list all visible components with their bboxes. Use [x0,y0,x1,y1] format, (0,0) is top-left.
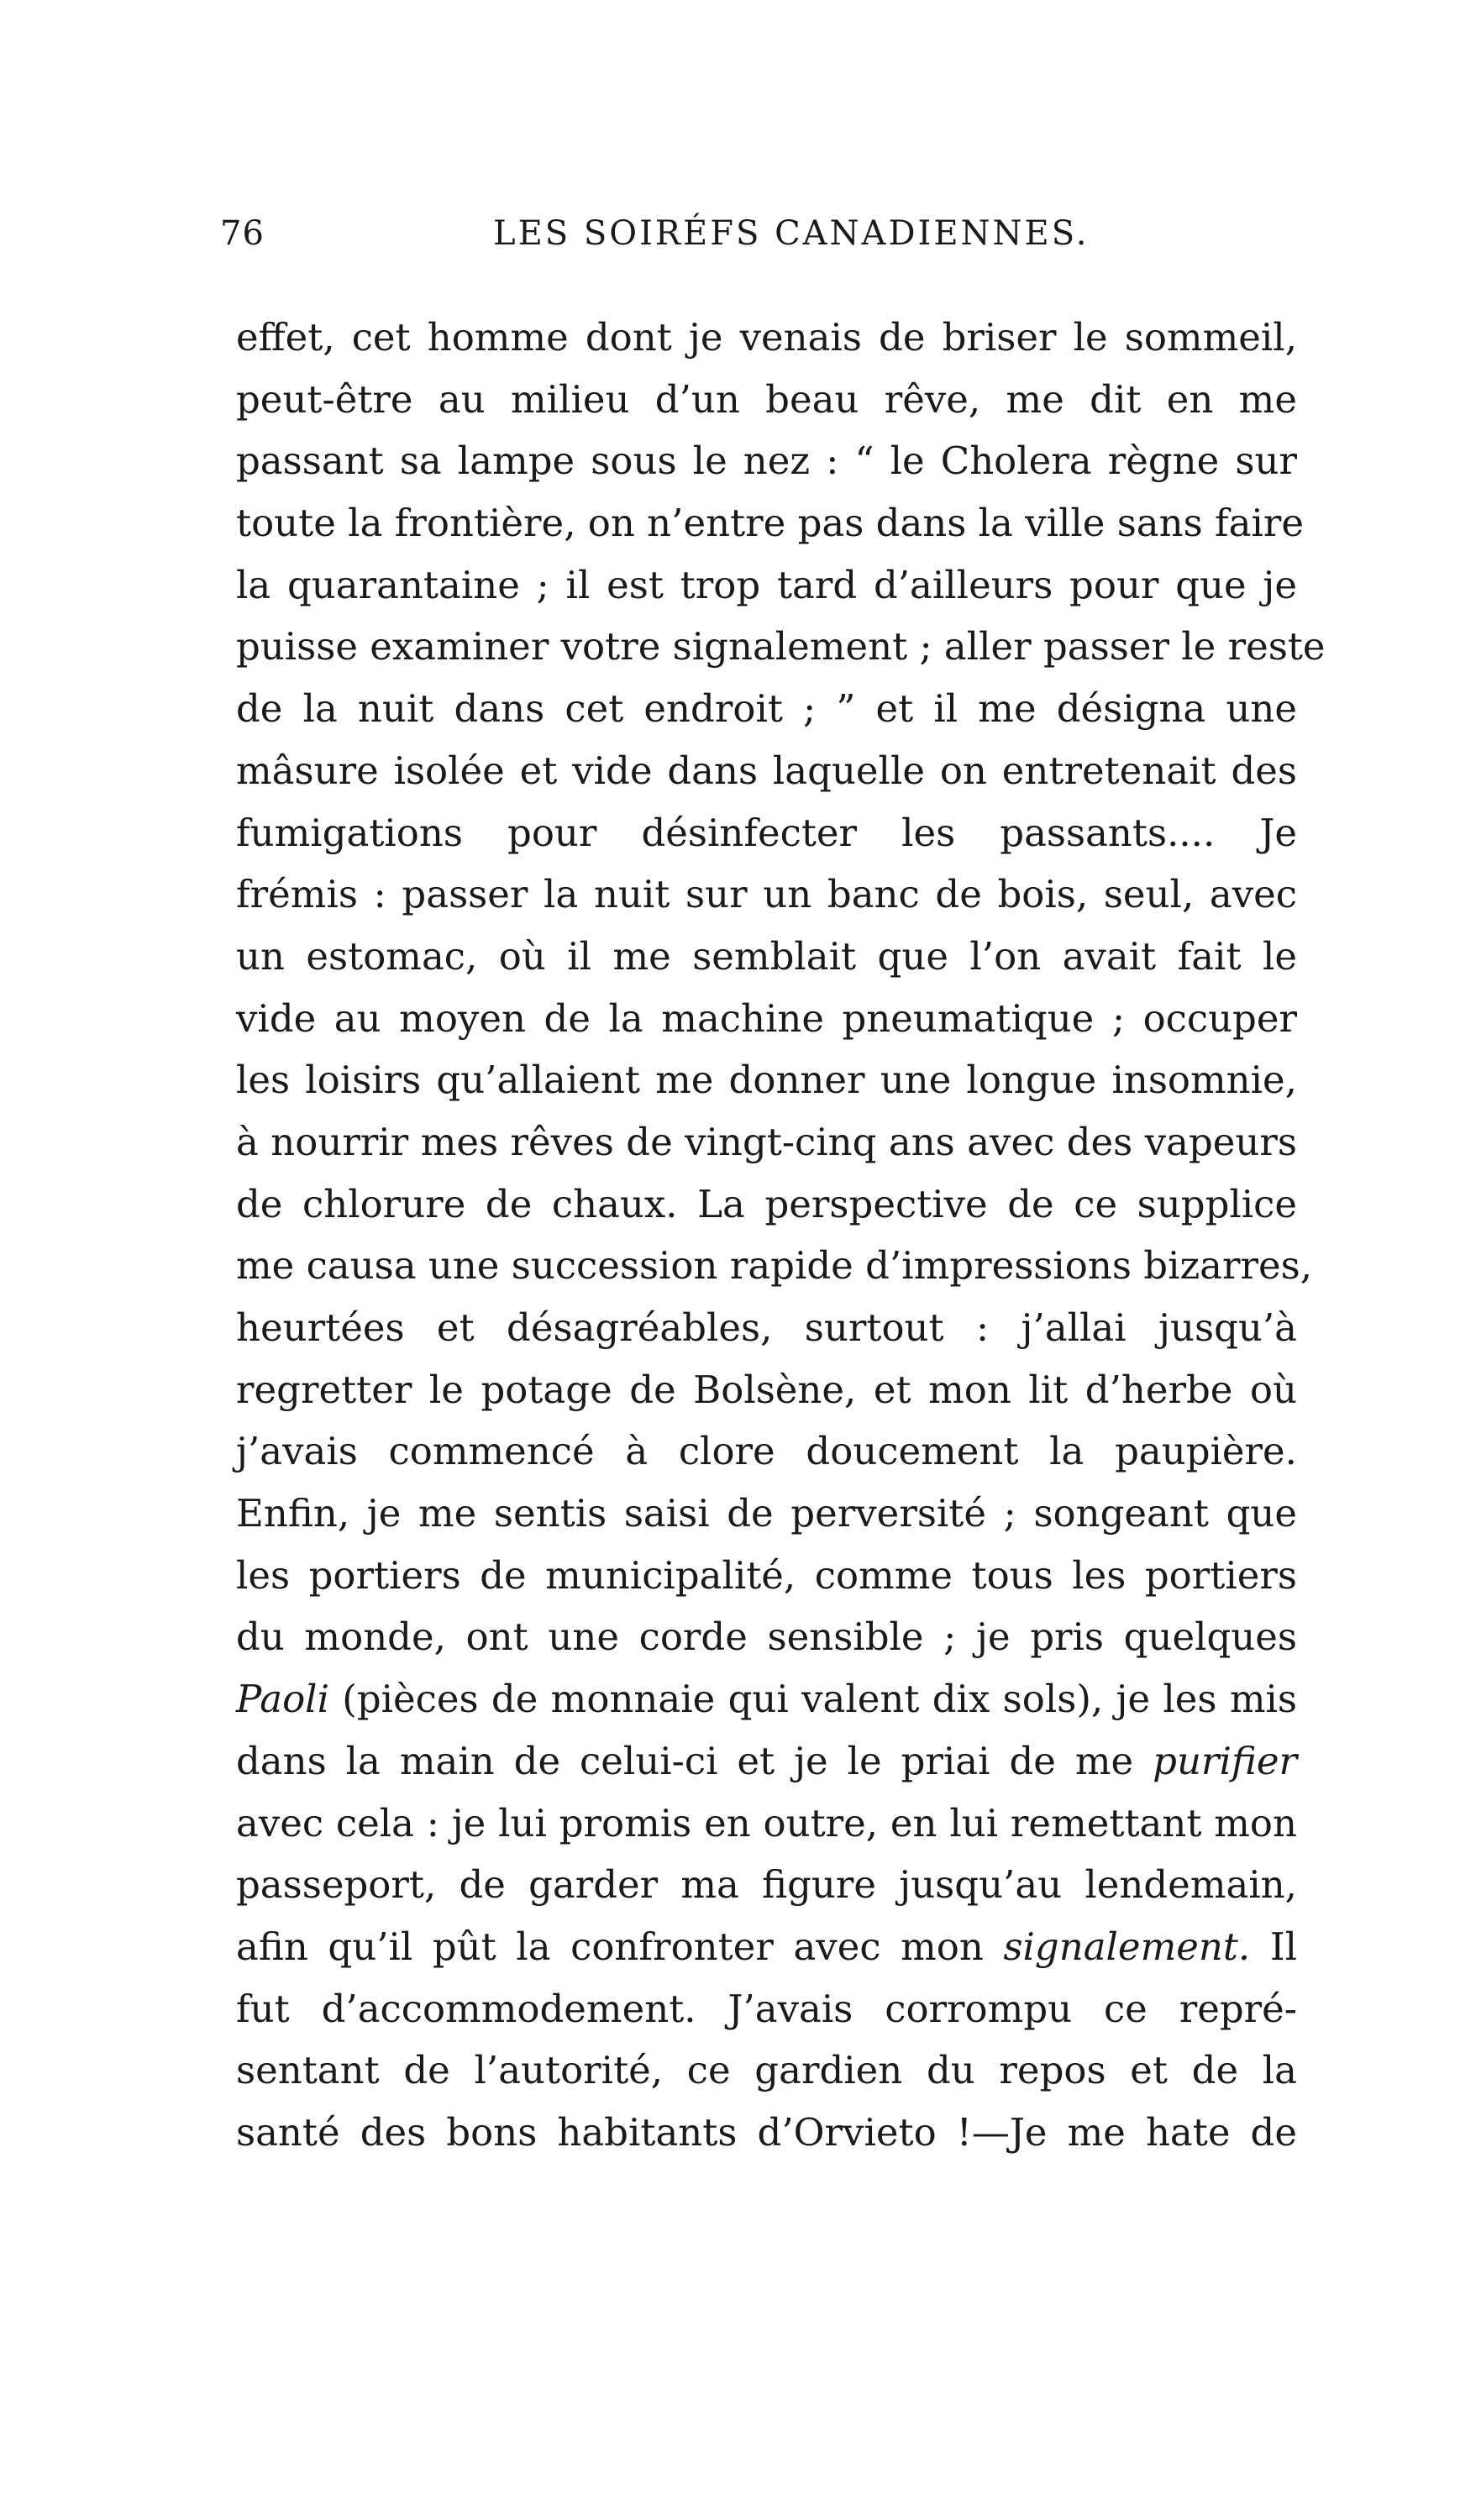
text-segment: dans la main de celui-ci et je le priai de me [236,1738,1153,1783]
text-line: j’avais commencé à clore doucement la paupière. [236,1429,1297,1474]
running-head: LES SOIRÉFS CANADIENNES. [493,214,1090,253]
text-line: la quarantaine ; il est trop tard d’ailleurs pour que je [236,562,1297,607]
text-line: santé des bons habitants d’Orvieto !—Je me hate de [236,2109,1297,2155]
text-line: les portiers de municipalité, comme tous les portiers [236,1552,1297,1598]
text-line: heurtées et désagréables, surtout : j’allai jusqu’à [236,1305,1297,1350]
text-line: mâsure isolée et vide dans laquelle on entretenait des [236,748,1297,793]
text-line: à nourrir mes rêves de vingt-cinq ans avec des vapeurs [236,1119,1297,1164]
text-line: de chlorure de chaux. La perspective de ce supplice [236,1181,1297,1226]
text-line: regretter le potage de Bolsène, et mon lit d’herbe où [236,1367,1297,1412]
text-line: vide au moyen de la machine pneumatique ; occuper [236,995,1297,1041]
text-line: puisse examiner votre signalement ; aller passer le reste [236,624,1326,669]
text-segment: afin qu’il pût la confronter avec mon [236,1924,1004,1969]
text-line-purifier [236,1730,1297,1793]
text-line: toute la frontière, on n’entre pas dans la ville sans faire [236,501,1305,546]
body-text [236,307,1326,2164]
text-line: passeport, de garder ma figure jusqu’au lendemain, [236,1862,1297,1908]
text-line: me causa une succession rapide d’impressions bizarres, [236,1243,1313,1289]
text-line: peut-être au milieu d’un beau rêve, me dit en me [236,376,1297,422]
page-number: 76 [220,214,265,253]
text-segment: (pièces de monnaie qui valent dix sols), je les mis [328,1677,1297,1722]
text-line: un estomac, où il me semblait que l’on avait fait le [236,933,1297,979]
text-segment: Il [1250,1924,1297,1969]
text-line-paoli [236,1668,1297,1730]
text-line-signalement [236,1916,1297,1978]
text-line: Enfin, je me sentis saisi de perversité ; songeant que [236,1491,1297,1536]
page-header [220,208,1295,259]
text-line: effet, cet homme dont je venais de briser le sommeil, [236,315,1297,360]
italic-word-paoli: Paoli [236,1677,329,1722]
text-line: les loisirs qu’allaient me donner une longue insomnie, [236,1058,1297,1103]
italic-word-signalement: signalement. [1003,1924,1251,1969]
italic-word-purifier: purifier [1153,1738,1297,1783]
text-line: fut d’accommodement. J’avais corrompu ce repré- [236,1986,1297,2031]
text-line: de la nuit dans cet endroit ; ” et il me désigna une [236,686,1297,732]
text-line: passant sa lampe sous le nez : “ le Cholera règne sur [236,438,1297,484]
text-line: du monde, ont une corde sensible ; je pris quelques [236,1614,1297,1660]
text-line: sentant de l’autorité, ce gardien du repos et de la [236,2048,1297,2093]
text-line: frémis : passer la nuit sur un banc de bois, seul, avec [236,872,1297,917]
text-line: fumigations pour désinfecter les passants.... Je [236,810,1297,855]
text-line: avec cela : je lui promis en outre, en lui remettant mon [236,1800,1297,1845]
